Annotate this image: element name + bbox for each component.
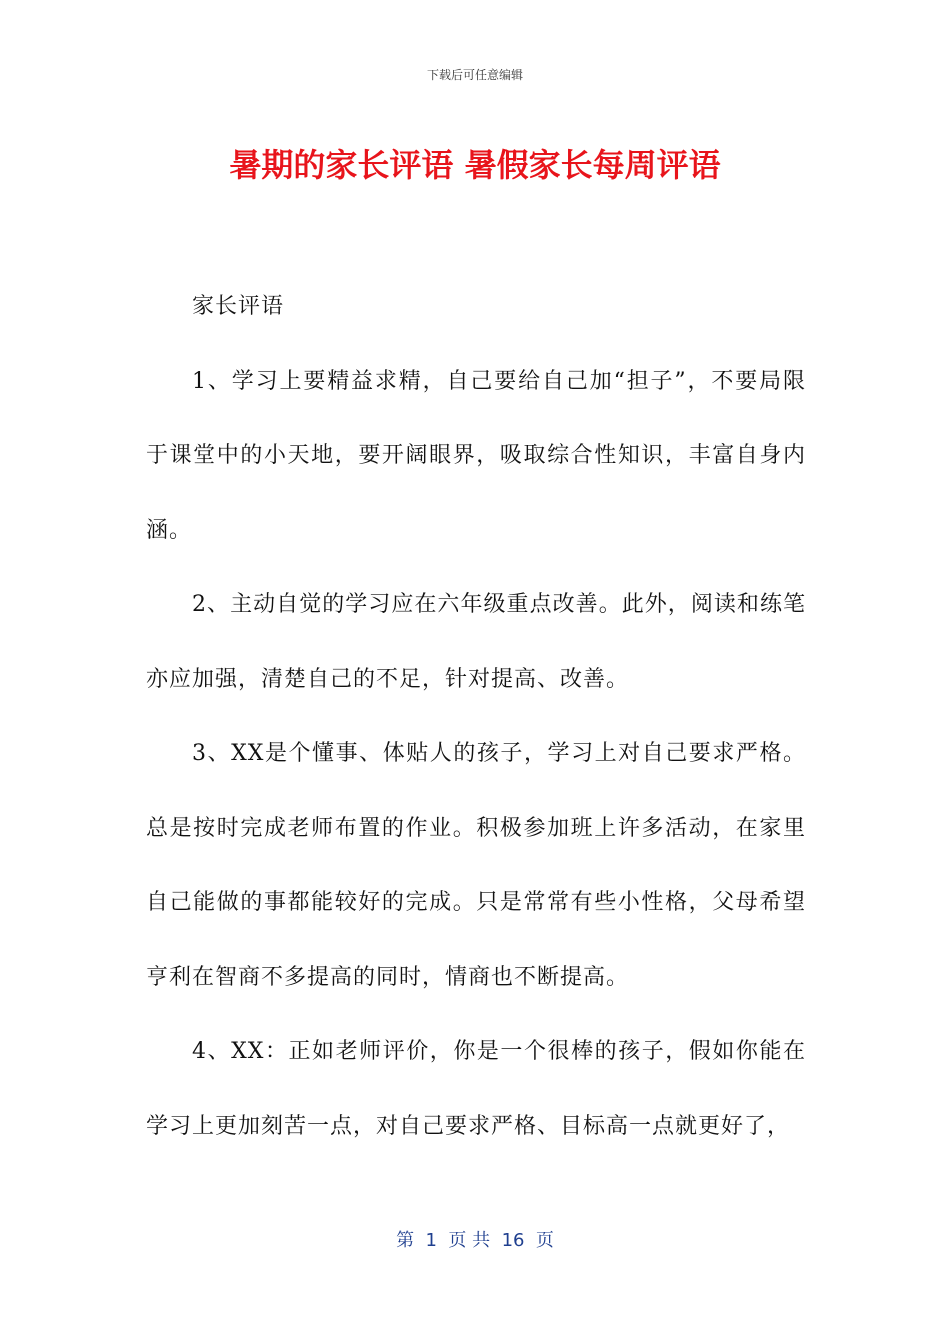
paragraph-1: 1、学习上要精益求精，自己要给自己加“担子”，不要局限于课堂中的小天地，要开阔眼界，吸取综合性知识，丰富自身内涵。 (146, 368, 806, 543)
document-body (146, 270, 806, 1164)
header-note: 下载后可任意编辑 (426, 68, 523, 82)
document-title: 暑期的家长评语 暑假家长每周评语 (229, 146, 721, 184)
page-number-footer: 第 1 页 共 16 页 (396, 1230, 554, 1251)
paragraph-2: 2、主动自觉的学习应在六年级重点改善。此外，阅读和练笔亦应加强，清楚自己的不足，针对提高、改善。 (146, 592, 806, 692)
paragraph-4: 4、XX：正如老师评价，你是一个很棒的孩子，假如你能在学习上更加刻苦一点，对自己要求严格、目标高一点就更好了， (146, 1039, 806, 1139)
paragraph-heading: 家长评语 (192, 294, 285, 319)
paragraph-3: 3、XX是个懂事、体贴人的孩子，学习上对自己要求严格。总是按时完成老师布置的作业。积极参加班上许多活动，在家里自己能做的事都能较好的完成。只是常常有些小性格，父母希望亨利在智商不多提高的同时，情商也不断提高。 (146, 741, 806, 990)
